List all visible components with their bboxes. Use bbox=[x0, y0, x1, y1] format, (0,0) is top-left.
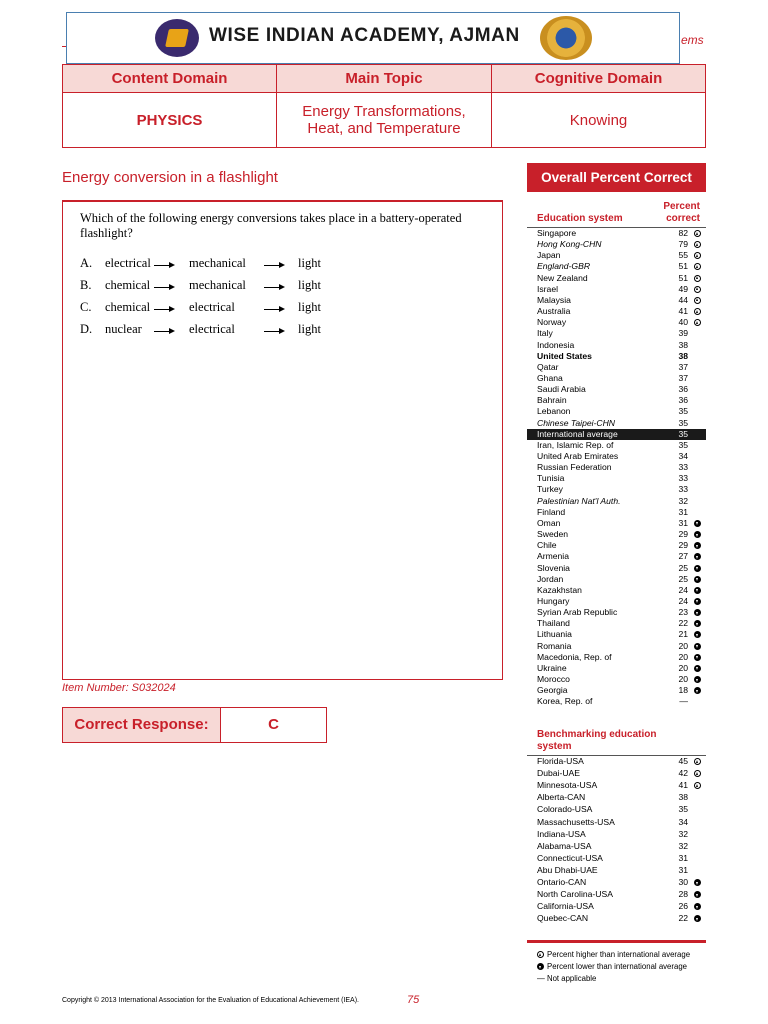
percent-value: 20 bbox=[678, 662, 688, 673]
up-arrow-icon bbox=[694, 241, 701, 248]
system-name: Iran, Islamic Rep. of bbox=[537, 439, 614, 450]
result-row bbox=[527, 250, 706, 261]
percent-value: 35 bbox=[678, 439, 688, 450]
system-name: Turkey bbox=[537, 484, 563, 495]
question-text: Which of the following energy conversions takes place in a battery-operated flashlight? bbox=[80, 211, 462, 240]
up-arrow-icon bbox=[694, 230, 701, 237]
result-row bbox=[527, 804, 706, 815]
system-name: Oman bbox=[537, 517, 561, 528]
system-name: Syrian Arab Republic bbox=[537, 607, 618, 618]
result-row bbox=[527, 685, 706, 696]
result-row bbox=[527, 618, 706, 629]
result-row bbox=[527, 228, 706, 239]
result-row bbox=[527, 373, 706, 384]
up-arrow-icon bbox=[694, 297, 701, 304]
option-letter: D. bbox=[80, 322, 93, 336]
result-row bbox=[527, 877, 706, 888]
down-arrow-icon bbox=[537, 963, 544, 970]
system-name: Israel bbox=[537, 283, 559, 294]
right-arrow-icon bbox=[154, 287, 172, 288]
system-name: Hong Kong-CHN bbox=[537, 239, 602, 250]
option-letter: C. bbox=[80, 300, 92, 314]
system-name: Australia bbox=[537, 306, 571, 317]
down-arrow-icon bbox=[694, 553, 701, 560]
down-arrow-icon bbox=[694, 531, 701, 538]
down-arrow-icon bbox=[694, 879, 701, 886]
right-arrow-icon bbox=[264, 287, 282, 288]
option-from: nuclear bbox=[105, 322, 142, 336]
percent-value: 32 bbox=[678, 828, 688, 839]
result-row bbox=[527, 674, 706, 685]
result-row bbox=[527, 395, 706, 406]
result-row bbox=[527, 429, 706, 440]
system-name: Japan bbox=[537, 250, 561, 261]
result-row bbox=[527, 418, 706, 429]
correct-response-label: Correct Response: bbox=[62, 707, 221, 743]
percent-value: 44 bbox=[678, 294, 688, 305]
right-arrow-icon bbox=[264, 331, 282, 332]
system-name: North Carolina-USA bbox=[537, 889, 613, 900]
result-row bbox=[527, 406, 706, 417]
result-row bbox=[527, 574, 706, 585]
percent-value: 31 bbox=[678, 864, 688, 875]
down-arrow-icon bbox=[694, 598, 701, 605]
up-arrow-icon bbox=[694, 770, 701, 777]
system-name: Lithuania bbox=[537, 629, 572, 640]
result-row bbox=[527, 440, 706, 451]
system-name: Kazakhstan bbox=[537, 584, 582, 595]
system-name: Morocco bbox=[537, 674, 570, 684]
system-name: Chile bbox=[537, 540, 557, 551]
academy-seal-icon bbox=[540, 16, 592, 60]
result-row bbox=[527, 384, 706, 395]
system-name: Armenia bbox=[537, 551, 569, 562]
percent-value: 82 bbox=[678, 228, 688, 238]
system-name: Minnesota-USA bbox=[537, 780, 598, 791]
right-arrow-icon bbox=[154, 309, 172, 310]
percent-value: 35 bbox=[678, 804, 688, 815]
system-name: Norway bbox=[537, 317, 567, 328]
down-arrow-icon bbox=[694, 654, 701, 661]
right-arrow-icon bbox=[154, 331, 172, 332]
right-arrow-icon bbox=[264, 265, 282, 266]
down-arrow-icon bbox=[694, 915, 701, 922]
result-row bbox=[527, 351, 706, 362]
option-from: chemical bbox=[105, 278, 151, 292]
percent-value: 22 bbox=[678, 618, 688, 629]
option-letter: B. bbox=[80, 278, 92, 292]
down-arrow-icon bbox=[694, 609, 701, 616]
percent-value: 21 bbox=[678, 629, 688, 640]
system-name: Florida-USA bbox=[537, 756, 584, 766]
result-row bbox=[527, 239, 706, 250]
item-title: Energy conversion in a flashlight bbox=[62, 169, 278, 186]
benchmarking-title: Benchmarking education system bbox=[537, 729, 657, 752]
system-name: Qatar bbox=[537, 361, 559, 372]
result-row bbox=[527, 563, 706, 574]
percent-value: 33 bbox=[678, 473, 688, 484]
system-name: Italy bbox=[537, 328, 553, 339]
system-name: Hungary bbox=[537, 595, 570, 606]
system-name: Tunisia bbox=[537, 473, 565, 484]
result-row bbox=[527, 496, 706, 507]
percent-value: 20 bbox=[678, 651, 688, 662]
system-name: Bahrain bbox=[537, 395, 567, 406]
header-corner-text: ems bbox=[681, 33, 704, 47]
system-name: Indiana-USA bbox=[537, 828, 586, 839]
percent-value: 36 bbox=[678, 395, 688, 406]
result-row bbox=[527, 273, 706, 284]
result-row bbox=[527, 284, 706, 295]
result-row bbox=[527, 317, 706, 328]
option-via: mechanical bbox=[189, 256, 246, 270]
result-row bbox=[527, 585, 706, 596]
down-arrow-icon bbox=[694, 565, 701, 572]
content-domain-value: PHYSICS bbox=[63, 93, 277, 147]
percent-value: 39 bbox=[678, 328, 688, 339]
result-row bbox=[527, 607, 706, 618]
system-name: International average bbox=[537, 428, 618, 439]
copyright-text: Copyright © 2013 International Association for the Evaluation of Educational Achievement (IEA). bbox=[62, 997, 359, 1004]
cognitive-domain-value: Knowing bbox=[569, 111, 628, 129]
overall-percent-header: Overall Percent Correct bbox=[527, 163, 706, 192]
result-row bbox=[527, 507, 706, 518]
up-arrow-icon bbox=[694, 319, 701, 326]
up-arrow-icon bbox=[694, 275, 701, 282]
percent-value: 31 bbox=[678, 517, 688, 528]
percent-value: 22 bbox=[678, 913, 688, 924]
system-name: Indonesia bbox=[537, 339, 575, 350]
down-arrow-icon bbox=[694, 542, 701, 549]
percent-value: 33 bbox=[678, 462, 688, 473]
percent-value: 25 bbox=[678, 573, 688, 584]
content-domain-header: Content Domain bbox=[63, 65, 277, 93]
result-row bbox=[527, 829, 706, 840]
percent-value: 55 bbox=[678, 250, 688, 261]
system-name: Jordan bbox=[537, 573, 564, 584]
percent-value: 49 bbox=[678, 283, 688, 294]
result-row bbox=[527, 340, 706, 351]
system-name: Romania bbox=[537, 640, 572, 651]
percent-value: 34 bbox=[678, 816, 688, 827]
percent-value: 29 bbox=[678, 529, 688, 540]
percent-value: 20 bbox=[678, 640, 688, 651]
percent-value: 26 bbox=[678, 901, 688, 912]
result-row bbox=[527, 853, 706, 864]
cognitive-domain-header: Cognitive Domain bbox=[492, 65, 705, 93]
percent-value: 41 bbox=[678, 780, 688, 791]
system-name: Alberta-CAN bbox=[537, 792, 586, 803]
result-row bbox=[527, 865, 706, 876]
item-number: Item Number: S032024 bbox=[62, 682, 176, 694]
percent-value: 51 bbox=[678, 261, 688, 272]
percent-value: 40 bbox=[678, 317, 688, 328]
result-row bbox=[527, 484, 706, 495]
option-to: light bbox=[298, 322, 321, 336]
system-name: Korea, Rep. of bbox=[537, 696, 593, 707]
system-name: Dubai-UAE bbox=[537, 768, 580, 779]
page-number: 75 bbox=[407, 994, 420, 1006]
result-row bbox=[527, 663, 706, 674]
main-topic-value: Energy Transformations, Heat, and Temperature bbox=[277, 93, 492, 147]
result-row bbox=[527, 462, 706, 473]
system-name: Connecticut-USA bbox=[537, 852, 603, 863]
legend-lower: Percent lower than international average bbox=[537, 962, 687, 971]
option-to: light bbox=[298, 278, 321, 292]
option-to: light bbox=[298, 300, 321, 314]
legend-higher: Percent higher than international average bbox=[537, 950, 690, 959]
option-from: electrical bbox=[105, 256, 151, 270]
system-name: United States bbox=[537, 350, 592, 361]
system-name: Ukraine bbox=[537, 662, 567, 673]
down-arrow-icon bbox=[694, 643, 701, 650]
result-row bbox=[527, 817, 706, 828]
legend-rule bbox=[527, 940, 706, 943]
percent-value: 38 bbox=[678, 339, 688, 350]
up-arrow-icon bbox=[694, 263, 701, 270]
percent-value: 18 bbox=[678, 685, 688, 696]
down-arrow-icon bbox=[694, 665, 701, 672]
system-name: Massachusetts-USA bbox=[537, 816, 615, 827]
right-arrow-icon bbox=[264, 309, 282, 310]
down-arrow-icon bbox=[694, 903, 701, 910]
percent-value: 32 bbox=[678, 495, 688, 506]
result-row bbox=[527, 641, 706, 652]
system-name: Malaysia bbox=[537, 294, 571, 305]
system-name: Lebanon bbox=[537, 406, 571, 417]
system-name: Palestinian Nat'l Auth. bbox=[537, 495, 621, 506]
system-name: Ontario-CAN bbox=[537, 877, 587, 887]
education-system-column-header: Education system bbox=[537, 213, 623, 224]
system-name: England-GBR bbox=[537, 261, 591, 272]
result-row bbox=[527, 306, 706, 317]
academy-logo bbox=[155, 19, 199, 57]
down-arrow-icon bbox=[694, 576, 701, 583]
percent-value: 29 bbox=[678, 540, 688, 551]
up-arrow-icon bbox=[694, 782, 701, 789]
domain-table bbox=[62, 64, 706, 148]
system-name: Thailand bbox=[537, 618, 570, 629]
system-name: Finland bbox=[537, 506, 566, 517]
down-arrow-icon bbox=[694, 676, 701, 683]
down-arrow-icon bbox=[694, 520, 701, 527]
up-arrow-icon bbox=[537, 951, 544, 958]
result-row bbox=[527, 362, 706, 373]
up-arrow-icon bbox=[694, 286, 701, 293]
percent-value: 32 bbox=[678, 840, 688, 851]
percent-value: 31 bbox=[678, 506, 688, 517]
right-arrow-icon bbox=[154, 265, 172, 266]
percent-value: 79 bbox=[678, 239, 688, 250]
up-arrow-icon bbox=[694, 308, 701, 315]
percent-correct-column-header: Percent correct bbox=[663, 201, 700, 224]
percent-value: 30 bbox=[678, 877, 688, 887]
result-row bbox=[527, 473, 706, 484]
option-via: electrical bbox=[189, 322, 235, 336]
system-name: United Arab Emirates bbox=[537, 451, 619, 461]
header-rule bbox=[62, 46, 66, 47]
system-name: New Zealand bbox=[537, 272, 588, 283]
result-row bbox=[527, 551, 706, 562]
percent-value: 38 bbox=[678, 792, 688, 803]
percent-value: 35 bbox=[678, 406, 688, 417]
system-name: Abu Dhabi-UAE bbox=[537, 864, 598, 875]
system-name: Singapore bbox=[537, 228, 577, 238]
result-row bbox=[527, 328, 706, 339]
main-topic-header: Main Topic bbox=[277, 65, 492, 93]
percent-value: 20 bbox=[678, 674, 688, 684]
system-name: Russian Federation bbox=[537, 462, 612, 473]
percent-value: 41 bbox=[678, 306, 688, 317]
result-row bbox=[527, 596, 706, 607]
down-arrow-icon bbox=[694, 631, 701, 638]
percent-value: 37 bbox=[678, 372, 688, 383]
percent-value: 45 bbox=[678, 756, 688, 766]
result-row bbox=[527, 841, 706, 852]
system-name: Ghana bbox=[537, 372, 563, 383]
question-box bbox=[62, 200, 503, 680]
result-row bbox=[527, 529, 706, 540]
correct-response-value: C bbox=[220, 707, 327, 743]
result-row bbox=[527, 901, 706, 912]
percent-value: 35 bbox=[678, 417, 688, 428]
percent-value: 33 bbox=[678, 484, 688, 495]
percent-value: 24 bbox=[678, 595, 688, 606]
system-name: Colorado-USA bbox=[537, 804, 593, 815]
percent-value: 35 bbox=[678, 428, 688, 439]
academy-name: WISE INDIAN ACADEMY, AJMAN bbox=[209, 25, 520, 46]
percent-value: 37 bbox=[678, 361, 688, 372]
percent-value: 23 bbox=[678, 607, 688, 618]
option-from: chemical bbox=[105, 300, 151, 314]
up-arrow-icon bbox=[694, 252, 701, 259]
result-row bbox=[527, 652, 706, 663]
percent-value: 28 bbox=[678, 889, 688, 900]
option-via: mechanical bbox=[189, 278, 246, 292]
down-arrow-icon bbox=[694, 891, 701, 898]
percent-value: 34 bbox=[678, 451, 688, 461]
result-row bbox=[527, 780, 706, 791]
system-name: Quebec-CAN bbox=[537, 913, 589, 924]
result-row bbox=[527, 913, 706, 924]
percent-value: — bbox=[679, 696, 688, 707]
percent-value: 31 bbox=[678, 852, 688, 863]
system-name: Georgia bbox=[537, 685, 568, 696]
result-row bbox=[527, 792, 706, 803]
system-name: Sweden bbox=[537, 529, 569, 540]
system-name: Alabama-USA bbox=[537, 840, 592, 851]
percent-value: 27 bbox=[678, 551, 688, 562]
option-via: electrical bbox=[189, 300, 235, 314]
percent-value: 24 bbox=[678, 584, 688, 595]
down-arrow-icon bbox=[694, 587, 701, 594]
legend-not-applicable: — Not applicable bbox=[537, 974, 597, 983]
result-row bbox=[527, 756, 706, 767]
result-row bbox=[527, 889, 706, 900]
option-letter: A. bbox=[80, 256, 93, 270]
system-name: Chinese Taipei-CHN bbox=[537, 417, 616, 428]
result-row bbox=[527, 261, 706, 272]
percent-value: 25 bbox=[678, 562, 688, 573]
result-row bbox=[527, 629, 706, 640]
result-row bbox=[527, 295, 706, 306]
percent-value: 42 bbox=[678, 768, 688, 779]
result-row bbox=[527, 451, 706, 462]
result-row bbox=[527, 518, 706, 529]
system-name: California-USA bbox=[537, 901, 594, 912]
result-row bbox=[527, 768, 706, 779]
percent-value: 38 bbox=[678, 350, 688, 361]
down-arrow-icon bbox=[694, 620, 701, 627]
result-row bbox=[527, 540, 706, 551]
system-name: Slovenia bbox=[537, 562, 570, 573]
up-arrow-icon bbox=[694, 758, 701, 765]
down-arrow-icon bbox=[694, 687, 701, 694]
percent-value: 36 bbox=[678, 384, 688, 395]
system-name: Macedonia, Rep. of bbox=[537, 651, 612, 662]
option-to: light bbox=[298, 256, 321, 270]
percent-value: 51 bbox=[678, 272, 688, 283]
result-row bbox=[527, 696, 706, 707]
system-name: Saudi Arabia bbox=[537, 384, 586, 395]
